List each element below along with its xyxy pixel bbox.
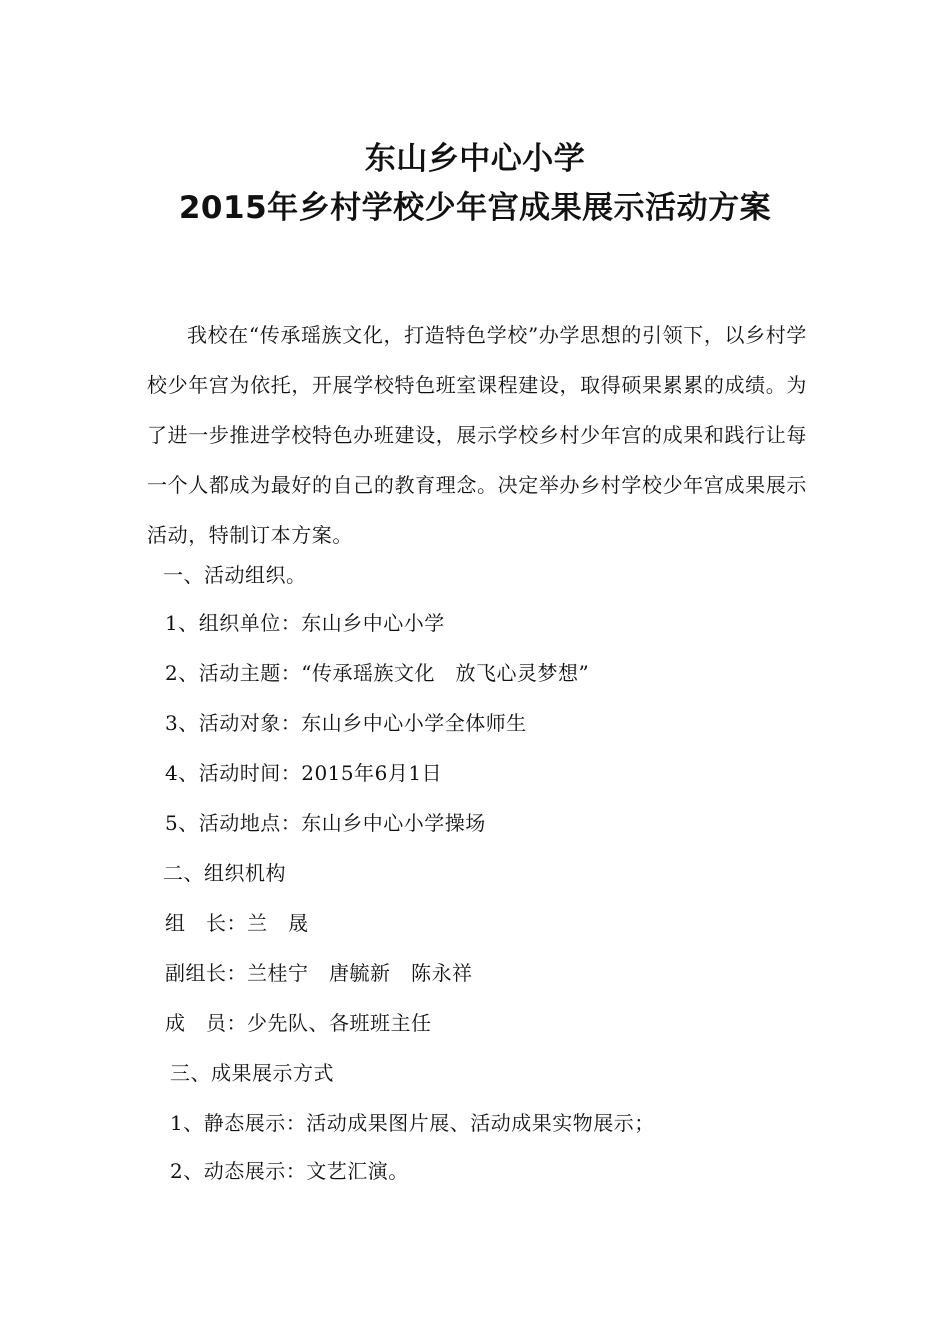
list-item-date: 4、活动时间：2015年6月1日 xyxy=(165,761,443,785)
list-item-theme: 2、活动主题：“传承瑶族文化 放飞心灵梦想” xyxy=(165,661,590,685)
list-item-static-display: 1、静态展示：活动成果图片展、活动成果实物展示； xyxy=(170,1111,655,1135)
list-item-participants: 3、活动对象：东山乡中心小学全体师生 xyxy=(165,711,527,735)
list-item-organizer: 1、组织单位：东山乡中心小学 xyxy=(165,611,445,635)
section-heading-structure: 二、组织机构 xyxy=(163,861,286,885)
list-item-dynamic-display: 2、动态展示：文艺汇演。 xyxy=(170,1159,409,1183)
list-item-deputy-leaders: 副组长：兰桂宁 唐毓新 陈永祥 xyxy=(165,961,473,985)
document-title-school: 东山乡中心小学 xyxy=(364,141,586,177)
section-heading-display-methods: 三、成果展示方式 xyxy=(170,1061,334,1085)
intro-paragraph: 我校在“传承瑶族文化，打造特色学校”办学思想的引领下，以乡村学校少年宫为依托，开展学校特色班室课程建设，取得硕果累累的成绩。为了进一步推进学校特色办班建设，展示学校乡村少年宫的成果和践行让每一个人都成为最好的自己的教育理念。决定举办乡村学校少年宫成果展示活动，特制订本方案。 xyxy=(147,323,807,547)
list-item-leader: 组 长：兰 晟 xyxy=(165,911,309,935)
document-title-plan: 2015年乡村学校少年宫成果展示活动方案 xyxy=(178,190,772,226)
list-item-members: 成 员：少先队、各班班主任 xyxy=(165,1011,432,1035)
section-heading-organization: 一、活动组织。 xyxy=(163,563,307,587)
list-item-location: 5、活动地点：东山乡中心小学操场 xyxy=(165,811,486,835)
